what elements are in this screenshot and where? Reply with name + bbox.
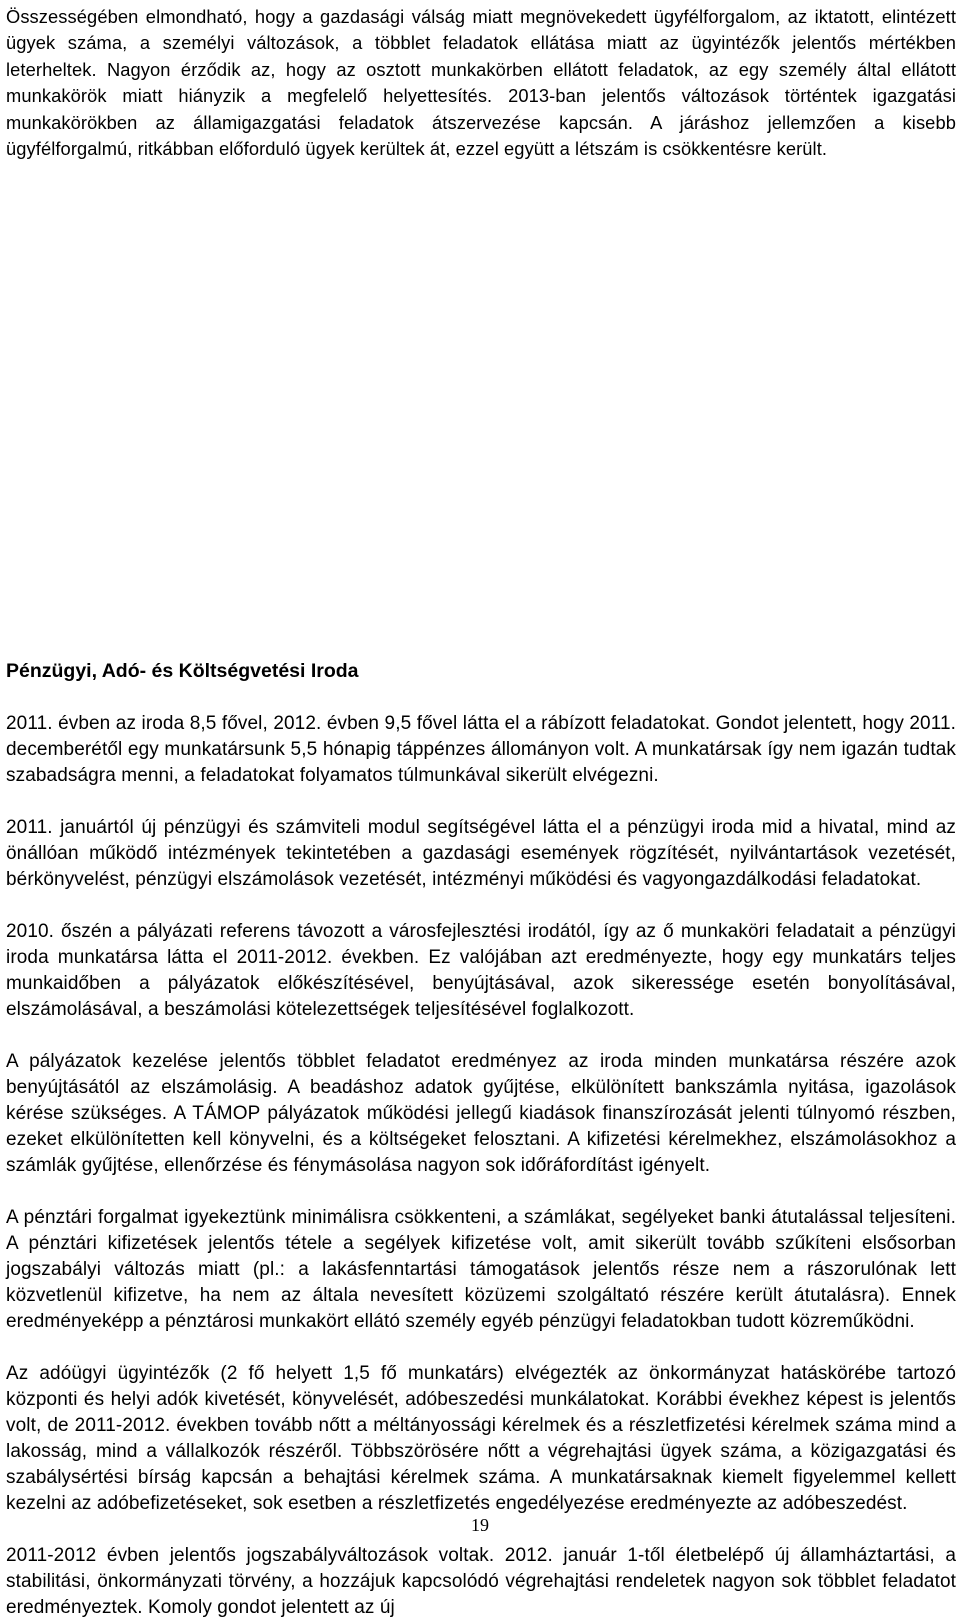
- intro-paragraph: Összességében elmondható, hogy a gazdasági válság miatt megnövekedett ügyfélforgalom, az iktatott, elintézett ügyek száma, a személyi változások, a többlet feladatok ellátása miatt az ügyintézők jelentős mértékben leterheltek. Nagyon érződik az, hogy az osztott munkakörben ellátott feladatok, az egy személy által ellátott munkakörök miatt hiányzik a megfelelő helyettesítés. 2013-ban jelentős változások történtek igazgatási munkakörökben az államigazgatási feladatok átszervezése kapcsán. A járáshoz jellemzően a kisebb ügyfélforgalmú, ritkábban előforduló ügyek kerültek át, ezzel együtt a létszám is csökkentésre került.: [6, 6, 956, 160]
- section-body: [6, 711, 956, 1621]
- paragraph-staffing: 2011. évben az iroda 8,5 fővel, 2012. évben 9,5 fővel látta el a rábízott feladatokat. Gondot jelentett, hogy 2011. decemberétől egy munkatársunk 5,5 hónapig táppénzes állományon volt. A munkatársak így nem igazán tudtak szabadságra menni, a feladatokat folyamatos túlmunkával sikerült elvégezni.: [6, 713, 956, 786]
- page-number: 19: [471, 1515, 489, 1535]
- paragraph-tender-referent: 2010. őszén a pályázati referens távozott a városfejlesztési irodától, így az ő munkaköri feladatait a pénzügyi iroda munkatársa látta el 2011-2012. években. Ez valójában azt eredményezte, hogy egy munkatárs teljes munkaidőben a pályázatok előkészítésével, benyújtásával, azok sikeressége esetén bonyolításával, elszámolásával, a beszámolási kötelezettségek teljesítésével foglalkozott.: [6, 921, 956, 1020]
- paragraph-accounting-module: 2011. januártól új pénzügyi és számviteli modul segítségével látta el a pénzügyi iroda mid a hivatal, mind az önállóan működő intézmények tekintetében a gazdasági események rögzítését, nyilvántartások vezetését, bérkönyvelést, pénzügyi elszámolások vezetését, intézményi működési és vagyongazdálkodási feladatokat.: [6, 817, 956, 890]
- paragraph-legislation: 2011-2012 évben jelentős jogszabályváltozások voltak. 2012. január 1-től életbelépő új államháztartási, a stabilitási, önkormányzati törvény, a hozzájuk kapcsolódó végrehajtási rendeletek nagyon sok többlet feladatot eredményeztek. Komoly gondot jelentett az új: [6, 1545, 956, 1618]
- section-title: Pénzügyi, Adó- és Költségvetési Iroda: [6, 660, 359, 682]
- paragraph-tax-administration: Az adóügyi ügyintézők (2 fő helyett 1,5 fő munkatárs) elvégezték az önkormányzat hatáskörébe tartozó központi és helyi adók kivetését, könyvelését, adóbeszedési munkálatokat. Korábbi évekhez képest is jelentős volt, de 2011-2012. években tovább nőtt a méltányossági kérelmek és a részletfizetési kérelmek száma mind a lakosság, mind a vállalkozók részéről. Többszörösére nőtt a végrehajtási ügyek száma, a közigazgatási és szabálysértési bírság kapcsán a behajtási kérelmek száma. A munkatársaknak kiemelt figyelemmel kellett kezelni az adóbefizetéseket, sok esetben a részletfizetés engedélyezése eredményezte az adóbeszedést.: [6, 1363, 956, 1514]
- paragraph-tender-handling: A pályázatok kezelése jelentős többlet feladatot eredményez az iroda minden munkatársa részére azok benyújtásától az elszámolásig. A beadáshoz adatok gyűjtése, elkülönített bankszámla nyitása, igazolások kérése szükséges. A TÁMOP pályázatok működési jellegű kiadások finanszírozását jelenti túlnyomó részben, ezeket elkülönítetten kell könyvelni, és a költségeket felosztani. A kifizetési kérelmekhez, elszámolásokhoz a számlák gyűjtése, ellenőrzése és fénymásolása nagyon sok időráfordítást igényelt.: [6, 1051, 956, 1176]
- paragraph-cash-desk: A pénztári forgalmat igyekeztünk minimálisra csökkenteni, a számlákat, segélyeket banki átutalással teljesíteni. A pénztári kifizetések jelentős tétele a segélyek kifizetése volt, amit sikerült tovább szűkíteni elsősorban jogszabályi változás miatt (pl.: a lakásfenntartási támogatások jelentős része nem a rászorulónak lett közvetlenül kifizetve, ha nem az általa nevesített közüzemi szolgáltató részére került átutalásra). Ennek eredményeképp a pénztárosi munkakört ellátó személy egyéb pénzügyi feladatokban tudott közreműködni.: [6, 1207, 956, 1332]
